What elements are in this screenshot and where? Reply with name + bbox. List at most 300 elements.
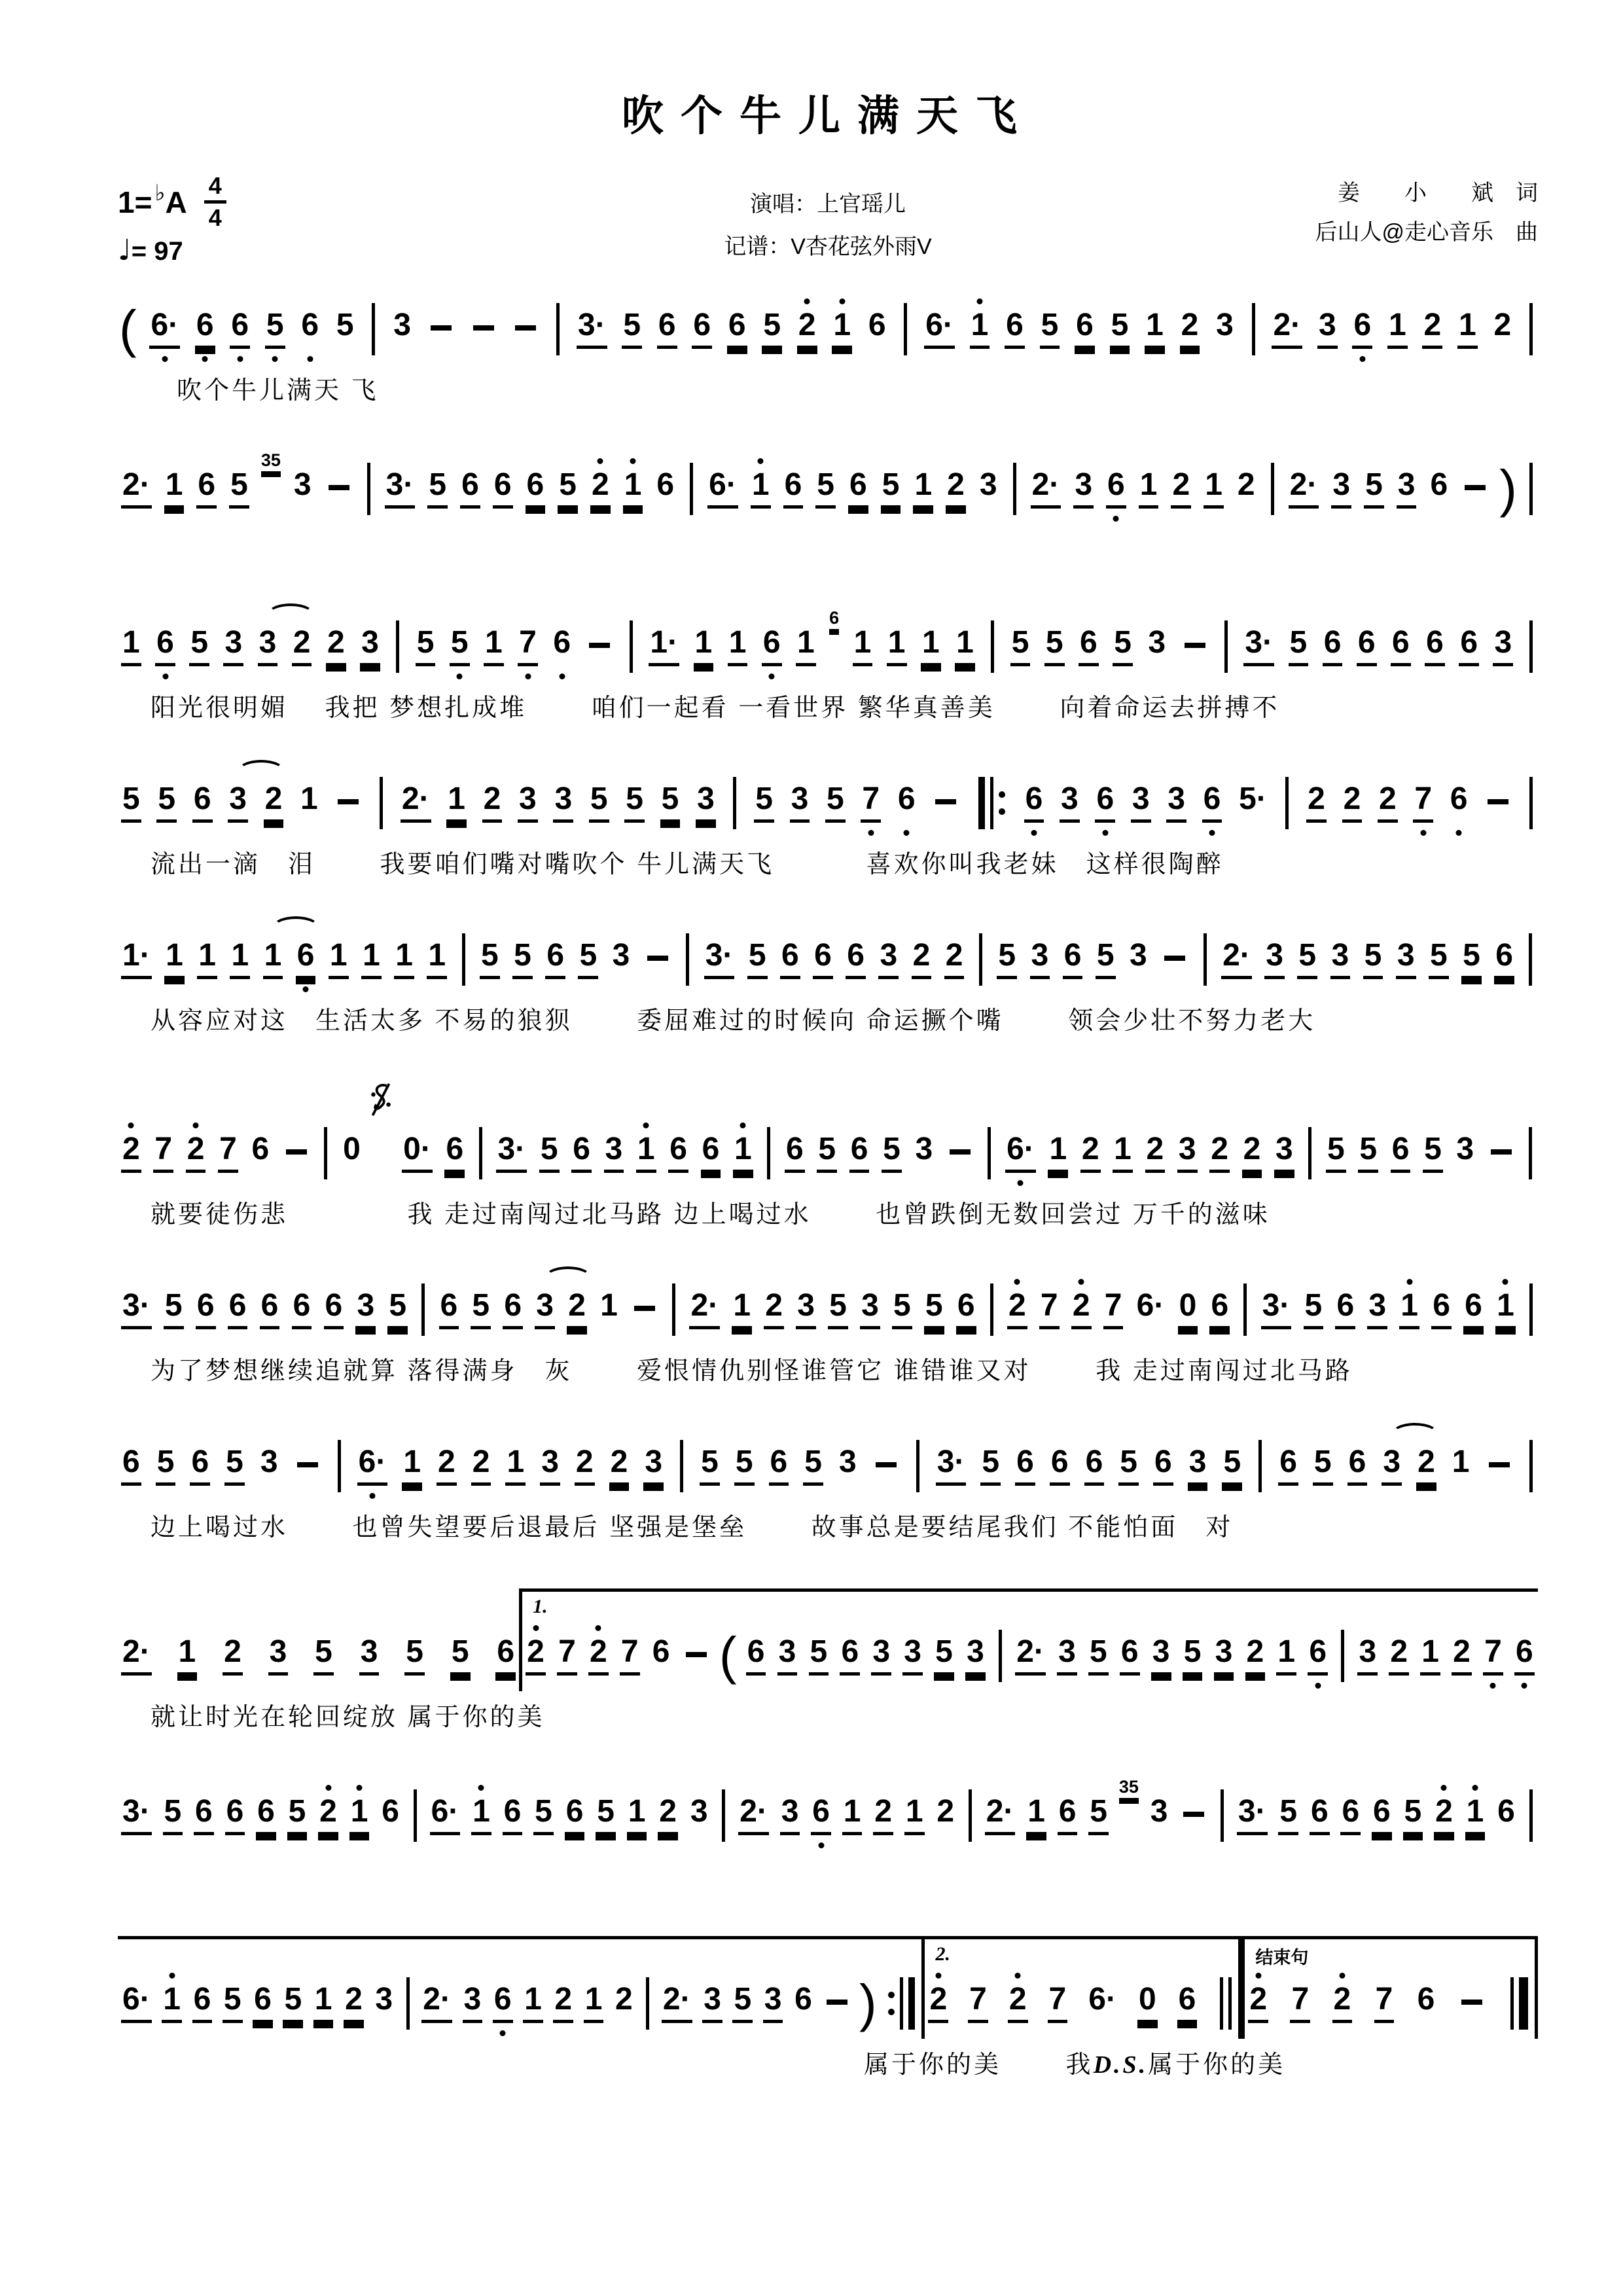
lyrics-line: 就要徒伤悲 我 走过南闯过北马路 边上喝过水 也曾跌倒无数回尝过 万千的滋味 [151, 1201, 1270, 1229]
barline [1529, 1789, 1533, 1842]
barline [421, 1283, 425, 1336]
notes-row [118, 769, 1538, 838]
barline [767, 1127, 770, 1179]
note: 6 [493, 1969, 513, 2039]
note: 6 [1209, 1276, 1230, 1345]
note: 6 [503, 1782, 523, 1851]
note: 3 [763, 1969, 783, 2039]
notes-row [118, 1778, 1538, 1851]
note: 5 [1403, 1782, 1423, 1851]
note: 7 [1290, 1969, 1310, 2039]
octave-dot-above [839, 298, 845, 304]
octave-dot-below [1209, 830, 1215, 836]
note: 5 [1429, 925, 1449, 995]
note: 5 [1118, 1432, 1139, 1501]
tempo-value: 97 [154, 237, 183, 266]
note: 3· [385, 455, 416, 524]
barline [988, 1127, 991, 1179]
barline [1221, 1789, 1224, 1842]
note: 1 [955, 613, 975, 682]
note: 5 [512, 925, 533, 995]
note: 2 [609, 1432, 630, 1501]
note: 6 [1431, 1276, 1452, 1345]
note: 5 [1113, 613, 1133, 682]
note: 6· [357, 1432, 388, 1501]
note: 3 [518, 769, 538, 838]
note: 5 [825, 769, 846, 838]
note: 6 [1153, 1432, 1173, 1501]
flat-icon: ♭ [154, 179, 166, 206]
octave-dot-below [904, 830, 910, 836]
note: 1 [263, 925, 283, 995]
phrase-paren: ( [719, 1626, 737, 1685]
barline [324, 1127, 327, 1179]
measure-group [118, 925, 1538, 995]
note: 5 [762, 295, 782, 365]
barline [916, 1440, 919, 1492]
lyrics-line: 吹个牛儿满天 飞 [177, 377, 379, 405]
measure-group [118, 1082, 1538, 1189]
note: 5 [387, 1276, 408, 1345]
octave-dot-below [1102, 830, 1108, 836]
note: 2 [944, 925, 965, 995]
note: 6 [225, 1782, 245, 1851]
note: 3 [790, 769, 810, 838]
barline [999, 1630, 1002, 1682]
note: 5 [287, 1782, 308, 1851]
note: 6 [444, 1119, 465, 1189]
note: 5 [1044, 613, 1065, 682]
octave-dot-above [1014, 1279, 1020, 1285]
note: 2 [437, 1432, 457, 1501]
barline [630, 620, 633, 673]
notes-row [118, 925, 1538, 995]
barline [1529, 1440, 1533, 1492]
lyrics-line: 从容应对这 生活太多 不易的狼狈 委屈难过的时候向 命运撅个嘴 领会少壮不努力老大 [151, 1007, 1316, 1035]
barline [1308, 1127, 1311, 1179]
barline [1529, 777, 1533, 829]
system-8 [118, 1432, 1538, 1543]
volta-label: 1. [533, 1596, 548, 1618]
octave-dot-above [1441, 1785, 1447, 1791]
note: 1 [1026, 1782, 1046, 1851]
note: 6 [230, 295, 250, 365]
lyrics-line: 为了梦想继续追就算 落得满身 灰 爱恨情仇别怪谁管它 谁错谁又对 我 走过南闯过北马路 [151, 1357, 1353, 1386]
note: 5 [163, 1782, 183, 1851]
note: 1 [694, 613, 714, 682]
octave-dot-below [868, 830, 874, 836]
octave-dot-above [935, 1973, 941, 1979]
header [118, 174, 1538, 268]
note: 2 [553, 1969, 573, 2039]
note: 6 [1120, 1622, 1140, 1691]
note: 3 [359, 1622, 380, 1691]
barline [1224, 620, 1228, 673]
barline [680, 1440, 683, 1492]
note: 2 [1071, 1276, 1092, 1345]
note: 6 [251, 1132, 270, 1167]
note: 5 [700, 1432, 720, 1501]
note: 2 [121, 1119, 141, 1189]
note: 6 [190, 1432, 210, 1501]
note: 3 [838, 1444, 857, 1480]
note: 6 [324, 1276, 344, 1345]
note: 2 [1342, 769, 1363, 838]
note: 3· [1261, 1276, 1292, 1345]
note: 2· [1272, 295, 1302, 365]
octave-dot-above [533, 1625, 539, 1631]
note: 2· [662, 1969, 692, 2039]
note: 3 [1177, 1119, 1198, 1189]
key-signature [118, 174, 562, 267]
note: 1 [523, 1969, 543, 2039]
note: 5 [1040, 295, 1060, 365]
note: 1 [164, 925, 185, 995]
barline [396, 620, 399, 673]
note: 6 [897, 769, 917, 838]
note: 5 [450, 1622, 471, 1691]
note: 2 [1245, 1622, 1266, 1691]
note: 6 [762, 613, 782, 682]
note: 5 [892, 1276, 912, 1345]
octave-dot-below [303, 986, 309, 992]
octave-dot-above [1339, 1973, 1345, 1979]
measure-group [118, 609, 1538, 682]
octave-dot-below [1456, 830, 1462, 836]
note: 6 [296, 925, 316, 995]
phrase-paren: ( [119, 300, 137, 359]
note: 1 [887, 613, 907, 682]
note: 5 [997, 925, 1017, 995]
note: 6 [228, 1276, 248, 1345]
note: 2 [1434, 1782, 1454, 1851]
tempo-equals: = [131, 237, 147, 266]
note: 2 [1171, 455, 1191, 524]
note: 6· [707, 455, 738, 524]
note: 6 [701, 1119, 721, 1189]
note: 6 [1372, 1782, 1392, 1851]
note: 2 [946, 455, 966, 524]
duration-dash [827, 2000, 847, 2005]
note: 1 [505, 1432, 526, 1501]
barline [969, 1789, 972, 1842]
note: 6 [656, 467, 675, 503]
note: 2 [1180, 295, 1200, 365]
lyricist-credit: 姜 小 斌 词 [1338, 181, 1538, 206]
note: 6 [1106, 455, 1126, 524]
grace-note: 35 [1119, 1778, 1139, 1800]
octave-dot-above [325, 1785, 331, 1791]
note: 6 [692, 295, 712, 365]
note: 1 [197, 925, 217, 995]
barline [1529, 303, 1533, 355]
note: 3 [1274, 1119, 1294, 1189]
note: 6 [260, 1276, 280, 1345]
key-line [118, 174, 562, 230]
octave-dot-below [272, 356, 278, 362]
system-11 [118, 1936, 1538, 2080]
grace-note: 6 [829, 609, 839, 631]
note: 5 [1010, 613, 1031, 682]
note: 2 [326, 613, 346, 682]
octave-dot-above [1255, 1973, 1261, 1979]
measure-group [118, 295, 1538, 365]
duration-dash [1461, 2000, 1482, 2005]
barline [1529, 620, 1533, 673]
measure-group [118, 1622, 519, 1691]
octave-dot-below [1420, 830, 1426, 836]
note: 5 [471, 1276, 491, 1345]
barline [1243, 1283, 1247, 1336]
note: 6 [769, 1432, 789, 1501]
barline [406, 1977, 410, 2030]
time-signature [204, 174, 226, 230]
note: 2 [1332, 1969, 1353, 2039]
octave-dot-above [169, 1973, 175, 1979]
note: 7 [861, 769, 881, 838]
double-bar [1217, 1977, 1234, 2030]
lyrics-line [118, 1856, 1538, 1890]
octave-dot-below [769, 673, 775, 679]
note: 6 [1075, 295, 1095, 365]
notes-row [118, 1588, 1538, 1691]
note: 3 [223, 613, 243, 682]
lyrics-text: 属于你的美 我 [864, 2051, 1094, 2079]
note: 3 [1456, 1132, 1474, 1167]
barline [414, 1789, 417, 1842]
octave-dot-below [457, 673, 463, 679]
note: 6 [1024, 769, 1044, 838]
lyrics-line [118, 2044, 1538, 2080]
note: 5 [578, 925, 598, 995]
note: 3 [540, 1432, 560, 1501]
duration-dash [329, 485, 349, 490]
note: 2 [264, 769, 284, 838]
note: 1 [484, 613, 504, 682]
note: 1 [600, 1288, 618, 1323]
note: 1 [1139, 455, 1159, 524]
note: 6 [1015, 1432, 1035, 1501]
note: 2 [1389, 1622, 1409, 1691]
composer-credit: 后山人@走心音乐 曲 [1315, 219, 1538, 245]
note: 5 [1364, 455, 1384, 524]
note: 1 [164, 455, 185, 524]
octave-dot-above [977, 298, 983, 304]
note: 2 [1209, 1119, 1230, 1189]
note: 2 [1422, 295, 1442, 365]
octave-dot-above [1406, 1279, 1412, 1285]
note: 2 [936, 1794, 955, 1829]
note: 5 [754, 769, 774, 838]
note: 3 [1060, 769, 1080, 838]
note: 2 [797, 295, 817, 365]
note: 3 [553, 769, 573, 838]
note: 3· [704, 925, 735, 995]
note: 2 [1452, 1622, 1472, 1691]
lyrics-line: 流出一滴 泪 我要咱们嘴对嘴吹个 牛儿满天飞 喜欢你叫我老妹 这样很陶醉 [151, 851, 1224, 879]
note: 2· [738, 1782, 769, 1851]
note: 1 [1465, 1782, 1486, 1851]
performance-credits [562, 183, 1094, 268]
note: 2· [401, 769, 431, 838]
note: 6 [552, 613, 572, 682]
note: 2 [764, 1276, 784, 1345]
octave-dot-above [1079, 1279, 1084, 1285]
barline [733, 777, 736, 829]
note: 6 [668, 1119, 688, 1189]
note: 6 [196, 455, 217, 524]
note: 2· [985, 1782, 1016, 1851]
barline [1529, 933, 1532, 986]
note: 1 [177, 1622, 198, 1691]
note: 3· [121, 1782, 152, 1851]
note: 1 [1387, 295, 1408, 365]
barline [479, 1127, 482, 1179]
note: 1 [636, 1119, 656, 1189]
note: 2 [575, 1432, 595, 1501]
octave-dot-below [202, 356, 208, 362]
grace-note: 35 [261, 452, 281, 473]
note: 1 [162, 1969, 182, 2039]
note: 6· [1005, 1119, 1036, 1189]
note: 6 [192, 1969, 213, 2039]
note: 3 [871, 1622, 891, 1691]
note: 3· [1237, 1782, 1268, 1851]
note: 6 [1430, 467, 1448, 503]
note: 3 [696, 769, 716, 838]
barline [462, 933, 465, 986]
note: 5 [660, 769, 681, 838]
phrase-paren: ) [859, 1974, 877, 2033]
note: 5 [934, 1622, 954, 1691]
note: 3 [1317, 295, 1338, 365]
note: 6 [780, 925, 800, 995]
note: 3 [780, 1782, 800, 1851]
barline [367, 463, 370, 515]
note: 5 [1304, 1276, 1324, 1345]
note: 3· [121, 1276, 152, 1345]
note: 3 [1073, 455, 1094, 524]
octave-dot-below [1522, 1683, 1527, 1689]
barline [672, 1283, 675, 1336]
measure-group [118, 1778, 1538, 1851]
measure-group [1241, 1936, 1538, 2039]
note: 2 [567, 1276, 587, 1345]
note: 6 [848, 455, 868, 524]
note: 7 [1039, 1276, 1060, 1345]
note: 5 [283, 1969, 303, 2039]
note: 5 [480, 925, 500, 995]
note: 5 [622, 295, 642, 365]
note: 3 [1214, 1622, 1234, 1691]
note: 2 [471, 1432, 491, 1501]
note: 6 [1494, 925, 1514, 995]
note: 3 [915, 1132, 933, 1167]
note: 2 [186, 1119, 206, 1189]
note: 3 [1367, 1276, 1387, 1345]
note: 6 [526, 455, 546, 524]
note: 3 [777, 1622, 798, 1691]
duration-dash [1491, 1149, 1512, 1155]
note: 3 [463, 1969, 483, 2039]
note: 7 [153, 1119, 173, 1189]
notes-row [118, 295, 1538, 365]
author-credits [1094, 174, 1538, 252]
octave-dot-below [1315, 1683, 1321, 1689]
octave-dot-above [357, 1785, 363, 1791]
note: 6 [727, 295, 747, 365]
ds-mark: D.S. [1093, 2051, 1149, 2079]
tempo [118, 234, 562, 267]
note: 3 [1331, 455, 1351, 524]
note: 6 [1514, 1622, 1535, 1691]
barline [1258, 1440, 1262, 1492]
measure-group [118, 1936, 921, 2039]
note: 1 [1204, 455, 1224, 524]
notes-row [118, 452, 1538, 524]
note: 7 [1048, 1969, 1068, 2039]
note: 1 [728, 613, 748, 682]
octave-dot-above [1503, 1279, 1508, 1285]
note: 1 [904, 1782, 925, 1851]
duration-dash [1164, 956, 1185, 961]
duration-dash [431, 325, 452, 331]
note: 1 [230, 925, 250, 995]
note: 1 [1145, 295, 1165, 365]
octave-dot-below [1359, 356, 1365, 362]
final-bar [1508, 1977, 1531, 2030]
note: 3· [496, 1119, 527, 1189]
duration-dash [634, 1306, 655, 1311]
octave-dot-above [596, 1625, 601, 1631]
note: 5 [924, 1276, 944, 1345]
note: 1· [121, 925, 152, 995]
note: 6 [565, 1782, 585, 1851]
note: 3 [268, 1622, 289, 1691]
duration-dash [589, 643, 610, 648]
measure-group [118, 452, 1538, 524]
note: 6· [1088, 1982, 1116, 2017]
note: 5 [416, 613, 436, 682]
octave-dot-below [500, 2030, 506, 2036]
lyrics-line: 就让时光在轮回绽放 属于你的美 [151, 1704, 545, 1732]
note: 6· [121, 1969, 152, 2039]
note: 3 [1396, 925, 1416, 995]
note: 5 [980, 1432, 1001, 1501]
octave-dot-above [804, 298, 810, 304]
note: 2 [1008, 1969, 1028, 2039]
duration-dash [647, 956, 668, 961]
note: 2 [1007, 1276, 1027, 1345]
barline [904, 303, 907, 355]
note: 2· [1289, 455, 1319, 524]
note: 6 [300, 295, 320, 365]
note: 6 [1335, 1276, 1355, 1345]
note: 3 [796, 1276, 816, 1345]
note: 1 [751, 455, 771, 524]
duration-dash [935, 799, 956, 804]
note: 3 [979, 467, 997, 503]
note: 2· [689, 1276, 720, 1345]
barline [1252, 303, 1255, 355]
duration-dash [297, 1462, 318, 1467]
note: 6 [196, 1276, 216, 1345]
note: 2 [912, 925, 932, 995]
barline [380, 777, 383, 829]
note: 2 [588, 1622, 609, 1691]
octave-dot-below [307, 356, 313, 362]
note: 5 [164, 1276, 184, 1345]
